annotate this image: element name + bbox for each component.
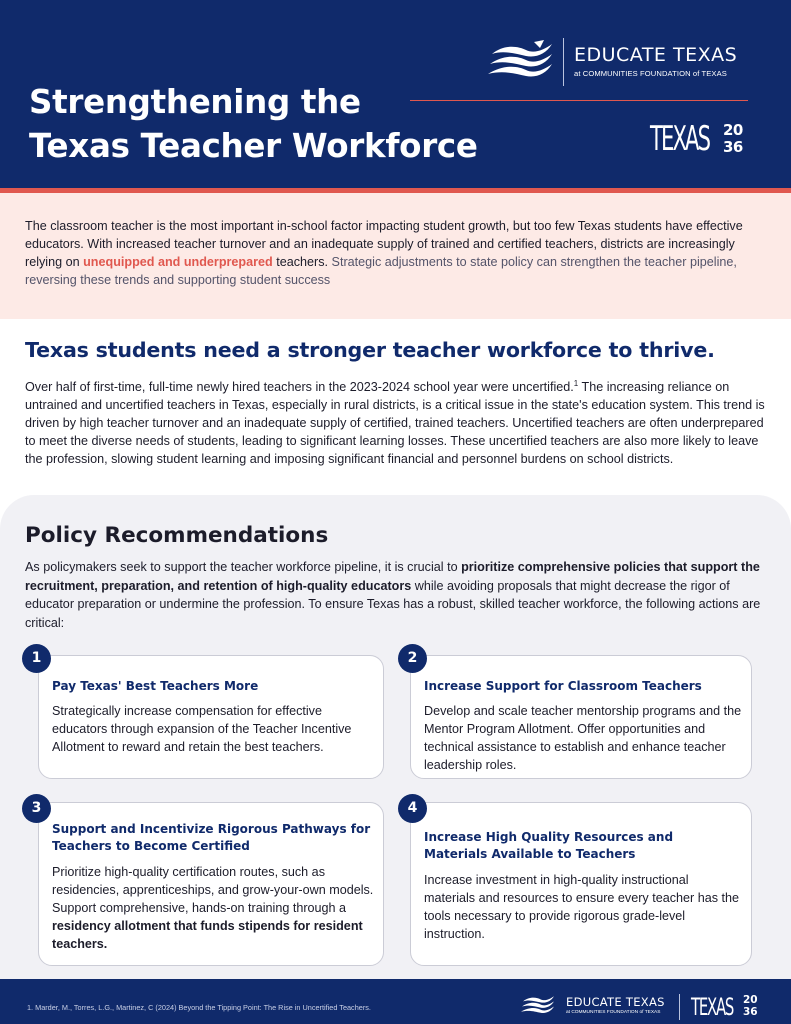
policy-intro [25, 558, 765, 632]
card-body-bold: residency allotment that funds stipends for resident teachers. [52, 919, 363, 951]
intro-paragraph [25, 217, 765, 289]
number-badge-4: 4 [398, 794, 427, 823]
recommendation-card-4 [410, 802, 752, 966]
card-title: Increase High Quality Resources and Materials Available to Teachers [424, 830, 674, 861]
page-title-line-1: Strengthening the [29, 83, 361, 121]
intro-text-soft: Strategic adjustments to state policy can strengthen the teacher pipeline, reversing these trends and supporting student success [25, 255, 737, 287]
card-body: Develop and scale teacher mentorship programs and the Mentor Program Allotment. Offer opportunities and technical assistance to establish and enhance teacher leadership roles. [424, 704, 742, 772]
page-title-line-2: Texas Teacher Workforce [29, 127, 478, 165]
recommendation-card-3 [38, 802, 384, 966]
flag-wave-icon [521, 994, 555, 1016]
recommendation-card-1 [38, 655, 384, 779]
logo-divider [563, 38, 564, 86]
intro-text: The classroom teacher is the most important in-school factor impacting student growth, but too few Texas students have effective educators. With increased teacher turnover and an inadequate supply of trained and certified teachers, districts are increasingly relying on [25, 219, 743, 269]
texas-2036-year [723, 122, 743, 156]
header-divider-line [410, 100, 748, 101]
number-badge-1: 1 [22, 644, 51, 673]
educate-texas-subtitle: at COMMUNITIES FOUNDATION of TEXAS [574, 69, 727, 78]
policy-intro-bold: prioritize comprehensive policies that support the recruitment, preparation, and retention of high-quality educators [25, 560, 760, 593]
number-badge-2: 2 [398, 644, 427, 673]
flag-wave-icon [488, 40, 554, 82]
footnote-marker: 1 [573, 378, 579, 388]
recommendation-card-2 [410, 655, 752, 779]
card-title: Increase Support for Classroom Teachers [424, 679, 702, 693]
footer-texas-2036-year-bottom: 36 [743, 1006, 758, 1018]
footer-texas-2036-year-top: 20 [743, 994, 758, 1006]
card-body: Increase investment in high-quality instructional materials and resources to ensure every teacher has the tools necessary to provide rigorous grade-level instruction. [424, 873, 740, 941]
card-title: Support and Incentivize Rigorous Pathways for Teachers to Become Certified [52, 822, 371, 853]
footnote-citation: 1. Marder, M., Torres, L.G., Martinez, C (2024) Beyond the Tipping Point: The Rise in Uncertified Teachers. [27, 1003, 371, 1012]
footer-logo-divider [679, 994, 680, 1020]
texas-2036-year-bottom: 36 [723, 138, 743, 156]
texas-2036-logo [650, 120, 750, 160]
page-title [29, 80, 478, 168]
card-body [52, 863, 374, 953]
footer-educate-texas-name: EDUCATE TEXAS [566, 995, 665, 1009]
footer-logos [521, 994, 771, 1022]
section-heading: Texas students need a stronger teacher workforce to thrive. [25, 338, 715, 362]
card-body: Strategically increase compensation for effective educators through expansion of the Teacher Incentive Allotment to reward and retain the best teachers. [52, 704, 352, 754]
intro-text-after: teachers. [272, 255, 329, 269]
section-text-2: The increasing reliance on untrained and uncertified teachers in Texas, especially in rural districts, is a critical issue in the state's education system. This trend is driven by high teacher turnover and an inadequate supply of certified, trained teachers. Uncertified teachers are often underprepared to meet the diverse needs of students, leading to significant learning losses. These uncertified teachers are also more likely to leave the profession, slowing student learning and imposing significant financial and personnel burdens on school districts. [25, 380, 765, 466]
policy-intro-text-1: As policymakers seek to support the teacher workforce pipeline, it is crucial to [25, 560, 462, 574]
section-text-1: Over half of first-time, full-time newly hired teachers in the 2023-2024 school year were uncertified. [25, 380, 574, 394]
card-title: Pay Texas' Best Teachers More [52, 679, 259, 693]
educate-texas-name: EDUCATE TEXAS [574, 44, 738, 66]
policy-intro-text-2: while avoiding proposals that might decrease the rigor of educator preparation or undermine the profession. To ensure Texas has a robust, skilled teacher workforce, the following actions are critical: [25, 578, 761, 630]
card-body-text: Prioritize high-quality certification routes, such as residencies, apprenticeships, and grow-your-own models. Support comprehensive, hands-on training through a [52, 865, 374, 915]
number-badge-3: 3 [22, 794, 51, 823]
header-banner [0, 0, 791, 188]
footer-educate-texas-subtitle: at COMMUNITIES FOUNDATION of TEXAS [566, 1010, 661, 1015]
educate-texas-logo [488, 38, 758, 88]
section-paragraph [25, 378, 770, 468]
policy-heading: Policy Recommendations [25, 523, 329, 548]
texas-2036-year-top: 20 [723, 121, 743, 139]
texas-2036-word: TEXAS [650, 119, 710, 159]
footer-texas-2036-word: TEXAS [691, 993, 734, 1021]
footer-texas-2036-year [743, 994, 758, 1018]
intro-highlight: unequipped and underprepared [83, 255, 273, 269]
